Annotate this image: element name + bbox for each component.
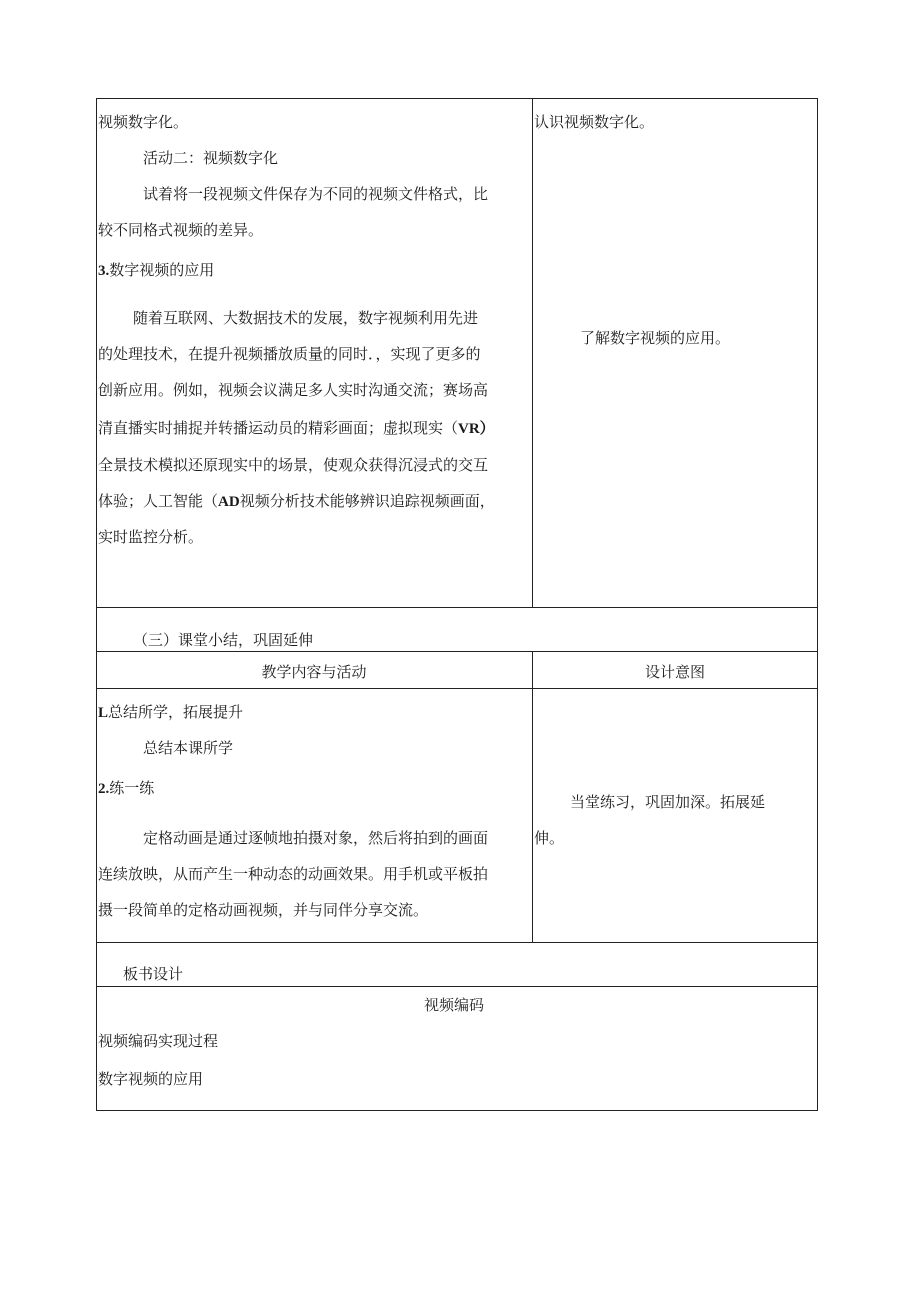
paragraph-line <box>98 491 495 512</box>
board-heading: 视频编码 <box>424 996 485 1014</box>
text-line: 较不同格式视频的差异。 <box>98 221 264 239</box>
design-intent: 认识视频数字化。 <box>534 113 655 131</box>
ai-term: AD <box>218 494 240 510</box>
item-text: 总结所学，拓展提升 <box>108 703 244 721</box>
list-item <box>98 702 243 723</box>
board-item: 数字视频的应用 <box>98 1070 204 1088</box>
paragraph-line: 定格动画是通过逐帧地拍摄对象，然后将拍到的画面 <box>143 829 489 847</box>
paragraph-line: 的处理技术，在提升视频播放质量的同时．，实现了更多的 <box>98 345 481 363</box>
item-number: L <box>98 705 109 721</box>
section-heading <box>98 260 214 281</box>
design-intent: 伸。 <box>534 829 565 847</box>
column-header-intent: 设计意图 <box>644 663 705 681</box>
row-divider <box>97 942 817 943</box>
board-item: 视频编码实现过程 <box>98 1032 219 1050</box>
heading-text: 数字视频的应用 <box>109 261 215 279</box>
lesson-plan-table <box>96 98 818 1111</box>
activity-title: 活动二：视频数字化 <box>143 149 279 167</box>
paragraph-text: 清直播实时捕捉并转播运动员的精彩画面；虚拟现实（ <box>98 419 459 437</box>
heading-number: 3. <box>98 263 110 279</box>
text-line: 试着将一段视频文件保存为不同的视频文件格式，比 <box>143 185 489 203</box>
row-divider <box>97 986 817 987</box>
item-text: 练一练 <box>109 779 155 797</box>
paragraph-text: 体验；人工智能（ <box>98 492 219 510</box>
row-divider <box>97 651 817 652</box>
paragraph-text: 视频分析技术能够辨识追踪视频画面， <box>239 492 495 510</box>
paragraph-line <box>98 418 495 439</box>
board-title: 板书设计 <box>123 965 184 983</box>
column-header-content: 教学内容与活动 <box>261 663 367 681</box>
paragraph-line: 连续放映，从而产生一种动态的动画效果。用手机或平板拍 <box>98 865 489 883</box>
sub-item: 总结本课所学 <box>143 739 234 757</box>
paragraph-line: 随着互联网、大数据技术的发展，数字视频利用先进 <box>133 309 479 327</box>
paragraph-line: 摄一段简单的定格动画视频，并与同伴分享交流。 <box>98 901 429 919</box>
paragraph-line: 全景技术模拟还原现实中的场景，使观众获得沉浸式的交互 <box>98 456 489 474</box>
item-number: 2. <box>98 781 110 797</box>
section-title: （三）课堂小结，巩固延伸 <box>133 631 314 649</box>
row-divider <box>97 607 817 608</box>
column-divider <box>532 99 533 607</box>
list-item <box>98 778 154 799</box>
text-line: 视频数字化。 <box>98 113 189 131</box>
design-intent: 了解数字视频的应用。 <box>580 329 731 347</box>
paragraph-line: 创新应用。例如，视频会议满足多人实时沟通交流；赛场高 <box>98 381 489 399</box>
vr-term: VR） <box>458 421 495 437</box>
design-intent: 当堂练习，巩固加深。拓展延 <box>570 793 766 811</box>
row-divider <box>97 688 817 689</box>
paragraph-line: 实时监控分析。 <box>98 528 204 546</box>
column-divider <box>532 651 533 942</box>
